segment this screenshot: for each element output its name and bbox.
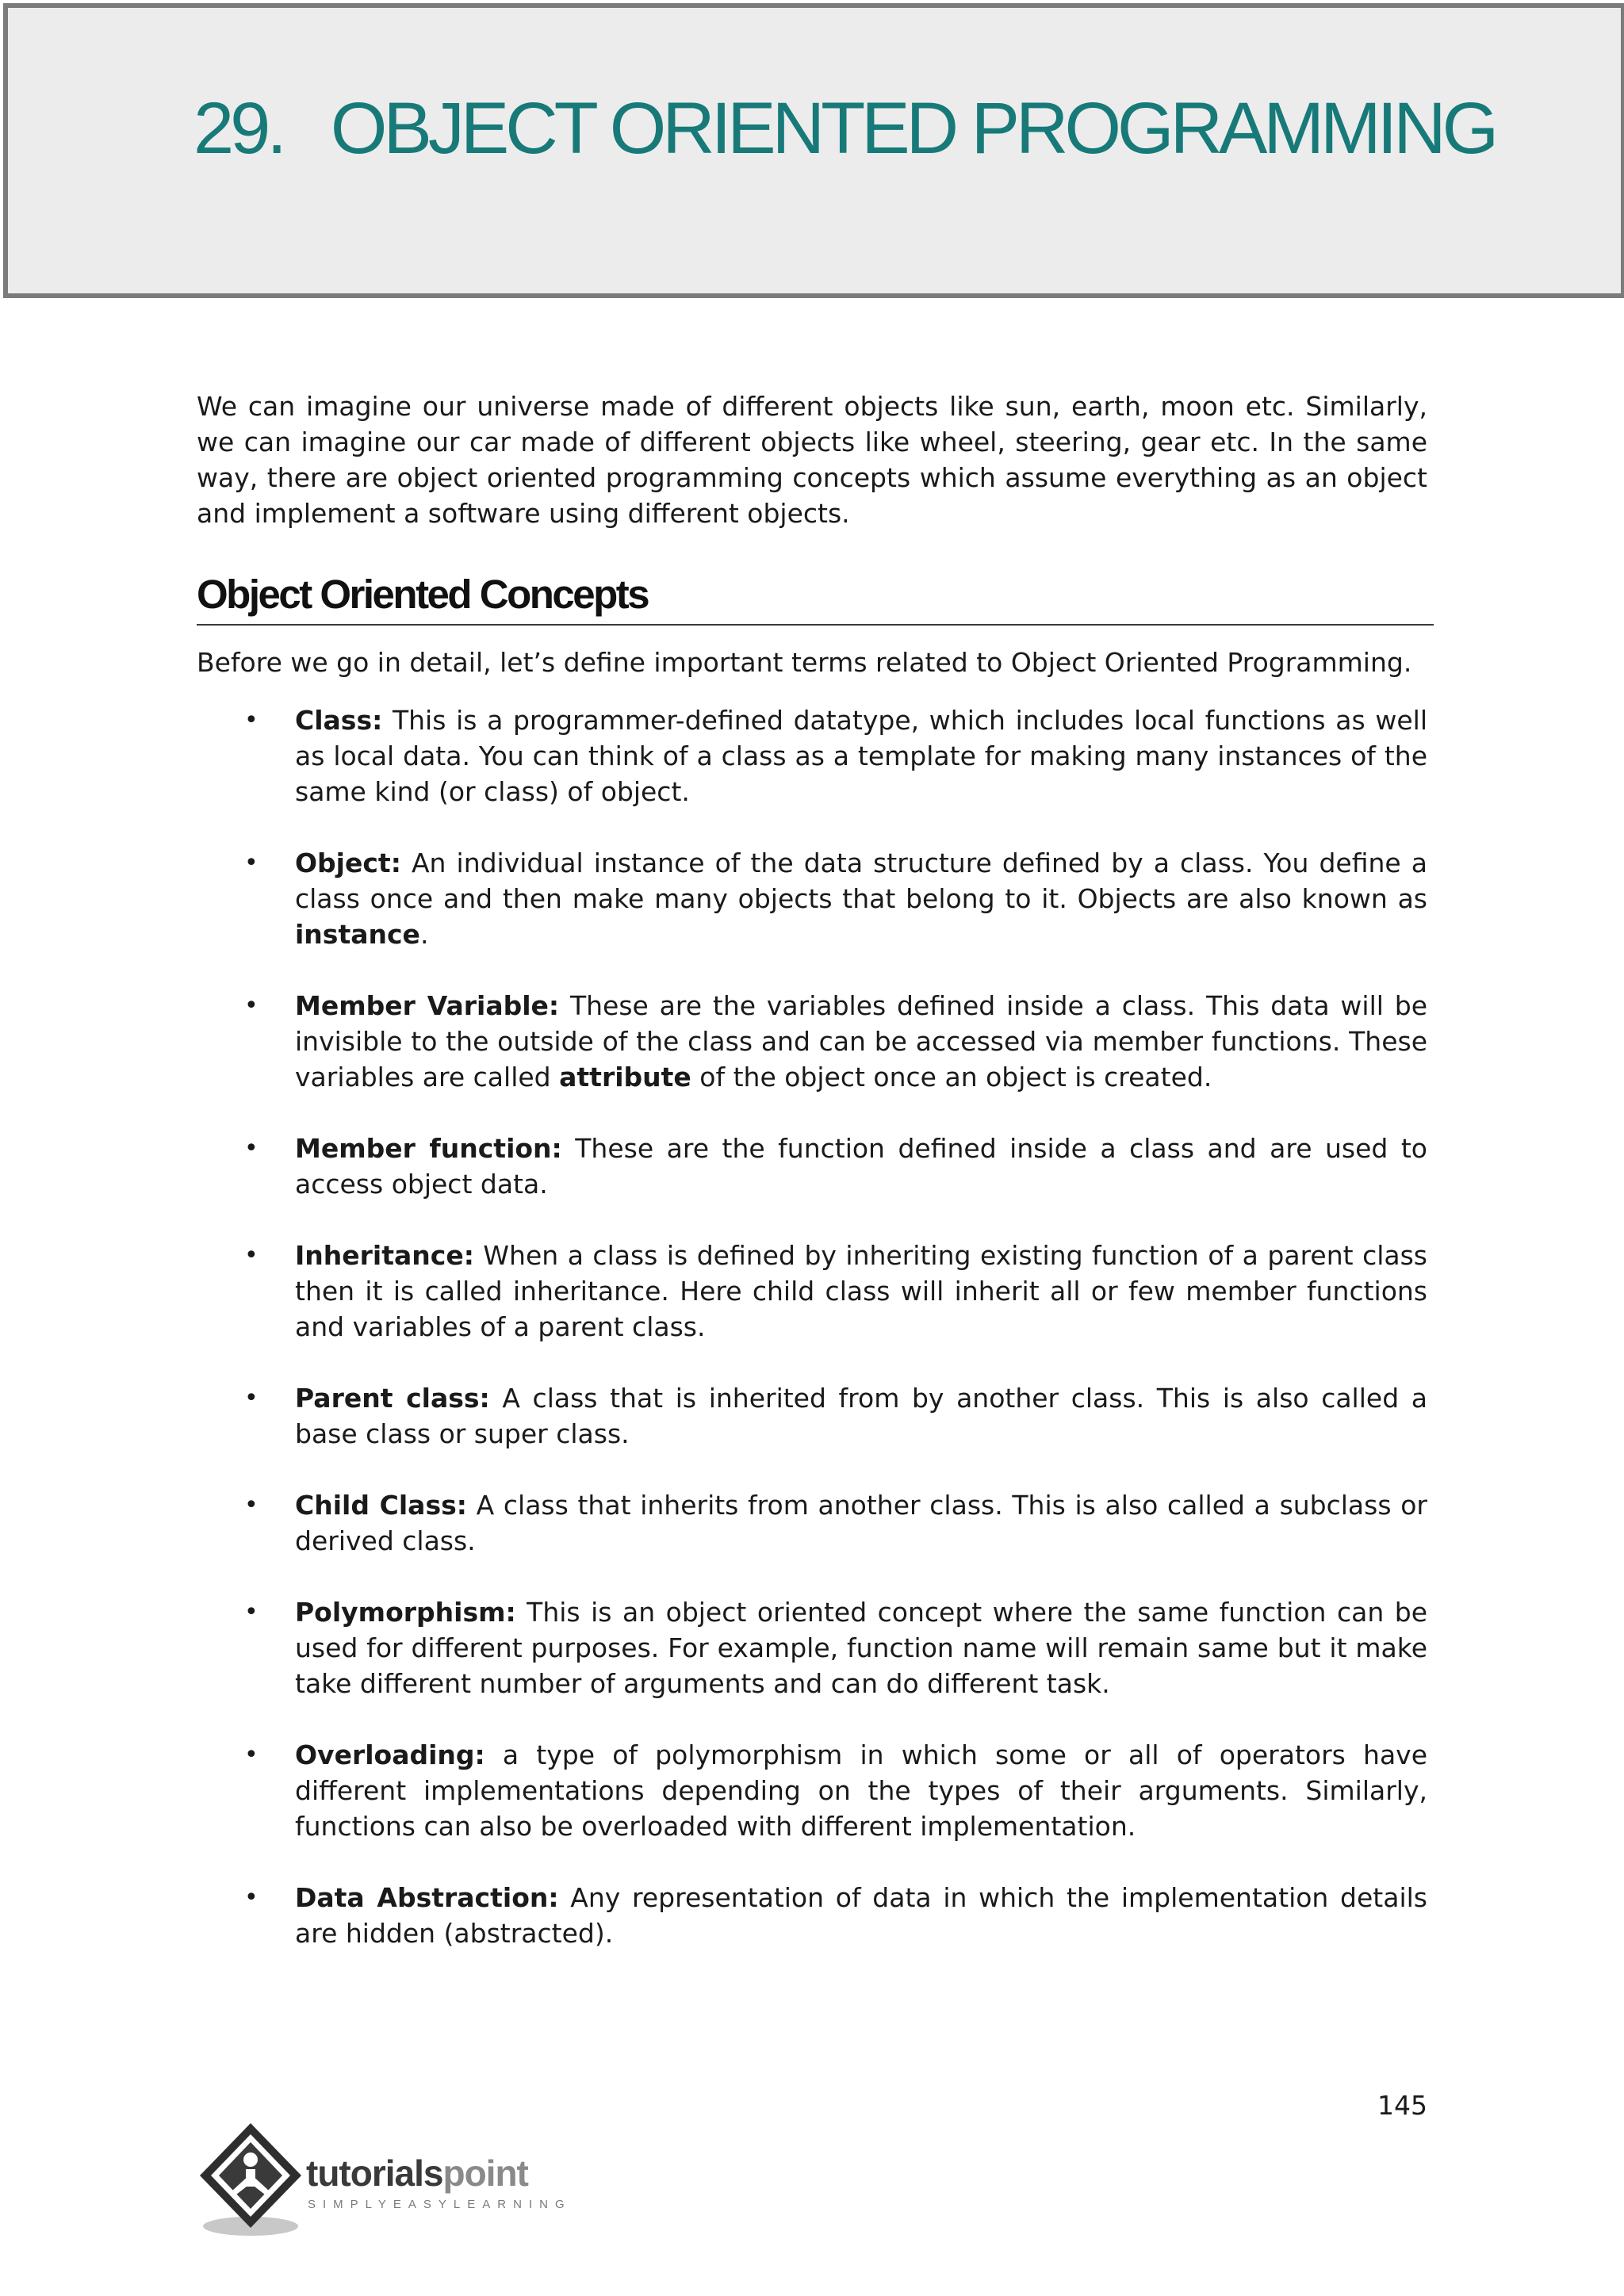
logo-wordmark-main: tutorials [306, 2152, 443, 2194]
term-emphasis: instance [295, 919, 420, 950]
term-description: When a class is defined by inheriting existing function of a parent class then it is called inheritance. Here child class will inherit all or few member functions and variables of a parent class. [295, 1240, 1427, 1342]
page-content [197, 388, 1427, 1987]
bullet-icon: • [244, 706, 259, 734]
term-name: Inheritance: [295, 1240, 474, 1271]
bullet-icon: • [244, 1741, 259, 1769]
terms-list [197, 702, 1427, 1951]
list-item-inheritance [197, 1238, 1427, 1345]
chapter-number: 29. [193, 88, 283, 169]
logo-diamond-icon [193, 2118, 304, 2245]
term-name: Class: [295, 705, 383, 736]
intro-paragraph: We can imagine our universe made of different objects like sun, earth, moon etc. Similarly, we can imagine our car made of different objects like wheel, steering, gear etc. In the same way, there are object oriented programming concepts which assume everything as an object and implement a software using different objects. [197, 391, 1427, 529]
term-description-end: . [419, 919, 429, 950]
term-description: A class that inherits from another class. This is also called a subclass or derived class. [295, 1490, 1427, 1556]
term-description: Any representation of data in which the implementation details are hidden (abstracted). [295, 1882, 1427, 1949]
term-description: A class that is inherited from by another class. This is also called a base class or super class. [295, 1383, 1427, 1449]
list-item-object [197, 845, 1427, 952]
term-name: Parent class: [295, 1383, 490, 1414]
bullet-icon: • [244, 849, 259, 877]
bullet-icon: • [244, 992, 259, 1020]
term-name: Member Variable: [295, 990, 560, 1021]
bullet-icon: • [244, 1884, 259, 1911]
page-number: 145 [1377, 2090, 1427, 2121]
term-name: Object: [295, 848, 401, 878]
term-name: Child Class: [295, 1490, 467, 1521]
term-description: These are the function defined inside a class and are used to access object data. [295, 1133, 1427, 1200]
list-item-overloading [197, 1737, 1427, 1844]
term-description-end: of the object once an object is created. [691, 1062, 1212, 1093]
chapter-title [193, 87, 1495, 170]
list-item-class [197, 702, 1427, 809]
list-item-parent-class [197, 1380, 1427, 1452]
list-item-child-class [197, 1487, 1427, 1559]
list-item-member-function [197, 1131, 1427, 1202]
term-description: This is a programmer-defined datatype, which includes local functions as well as local data. You can think of a class as a template for making many instances of the same kind (or class) of object. [295, 705, 1427, 807]
bullet-icon: • [244, 1242, 259, 1269]
term-description: These are the variables defined inside a class. This data will be invisible to the outside of the class and can be accessed via member functions. These variables are called [295, 990, 1427, 1093]
term-name: Polymorphism: [295, 1597, 516, 1628]
tutorialspoint-logo [193, 2118, 606, 2245]
chapter-title-text: OBJECT ORIENTED PROGRAMMING [330, 88, 1496, 169]
logo-wordmark [306, 2152, 528, 2195]
bullet-icon: • [244, 1491, 259, 1519]
list-item-member-variable [197, 988, 1427, 1095]
list-item-data-abstraction [197, 1880, 1427, 1951]
bullet-icon: • [244, 1598, 259, 1626]
list-item-polymorphism [197, 1594, 1427, 1701]
term-emphasis: attribute [559, 1062, 691, 1093]
bullet-icon: • [244, 1384, 259, 1412]
logo-tagline: SIMPLYEASYLEARNING [308, 2198, 572, 2211]
bullet-icon: • [244, 1135, 259, 1162]
section-lead-paragraph: Before we go in detail, let’s define important terms related to Object Oriented Programming. [197, 647, 1412, 678]
term-description: This is an object oriented concept where the same function can be used for different purposes. For example, function name will remain same but it make take different number of arguments and can do different task. [295, 1597, 1427, 1699]
term-description: An individual instance of the data structure defined by a class. You define a class once and then make many objects that belong to it. Objects are also known as [295, 848, 1427, 914]
term-name: Data Abstraction: [295, 1882, 559, 1913]
logo-wordmark-accent: point [442, 2152, 528, 2194]
term-name: Overloading: [295, 1739, 485, 1770]
section-heading: Object Oriented Concepts [197, 571, 1434, 626]
term-name: Member function: [295, 1133, 562, 1164]
term-description: a type of polymorphism in which some or all of operators have different implementations depending on the types of their arguments. Similarly, functions can also be overloaded with different implementation. [295, 1739, 1427, 1842]
